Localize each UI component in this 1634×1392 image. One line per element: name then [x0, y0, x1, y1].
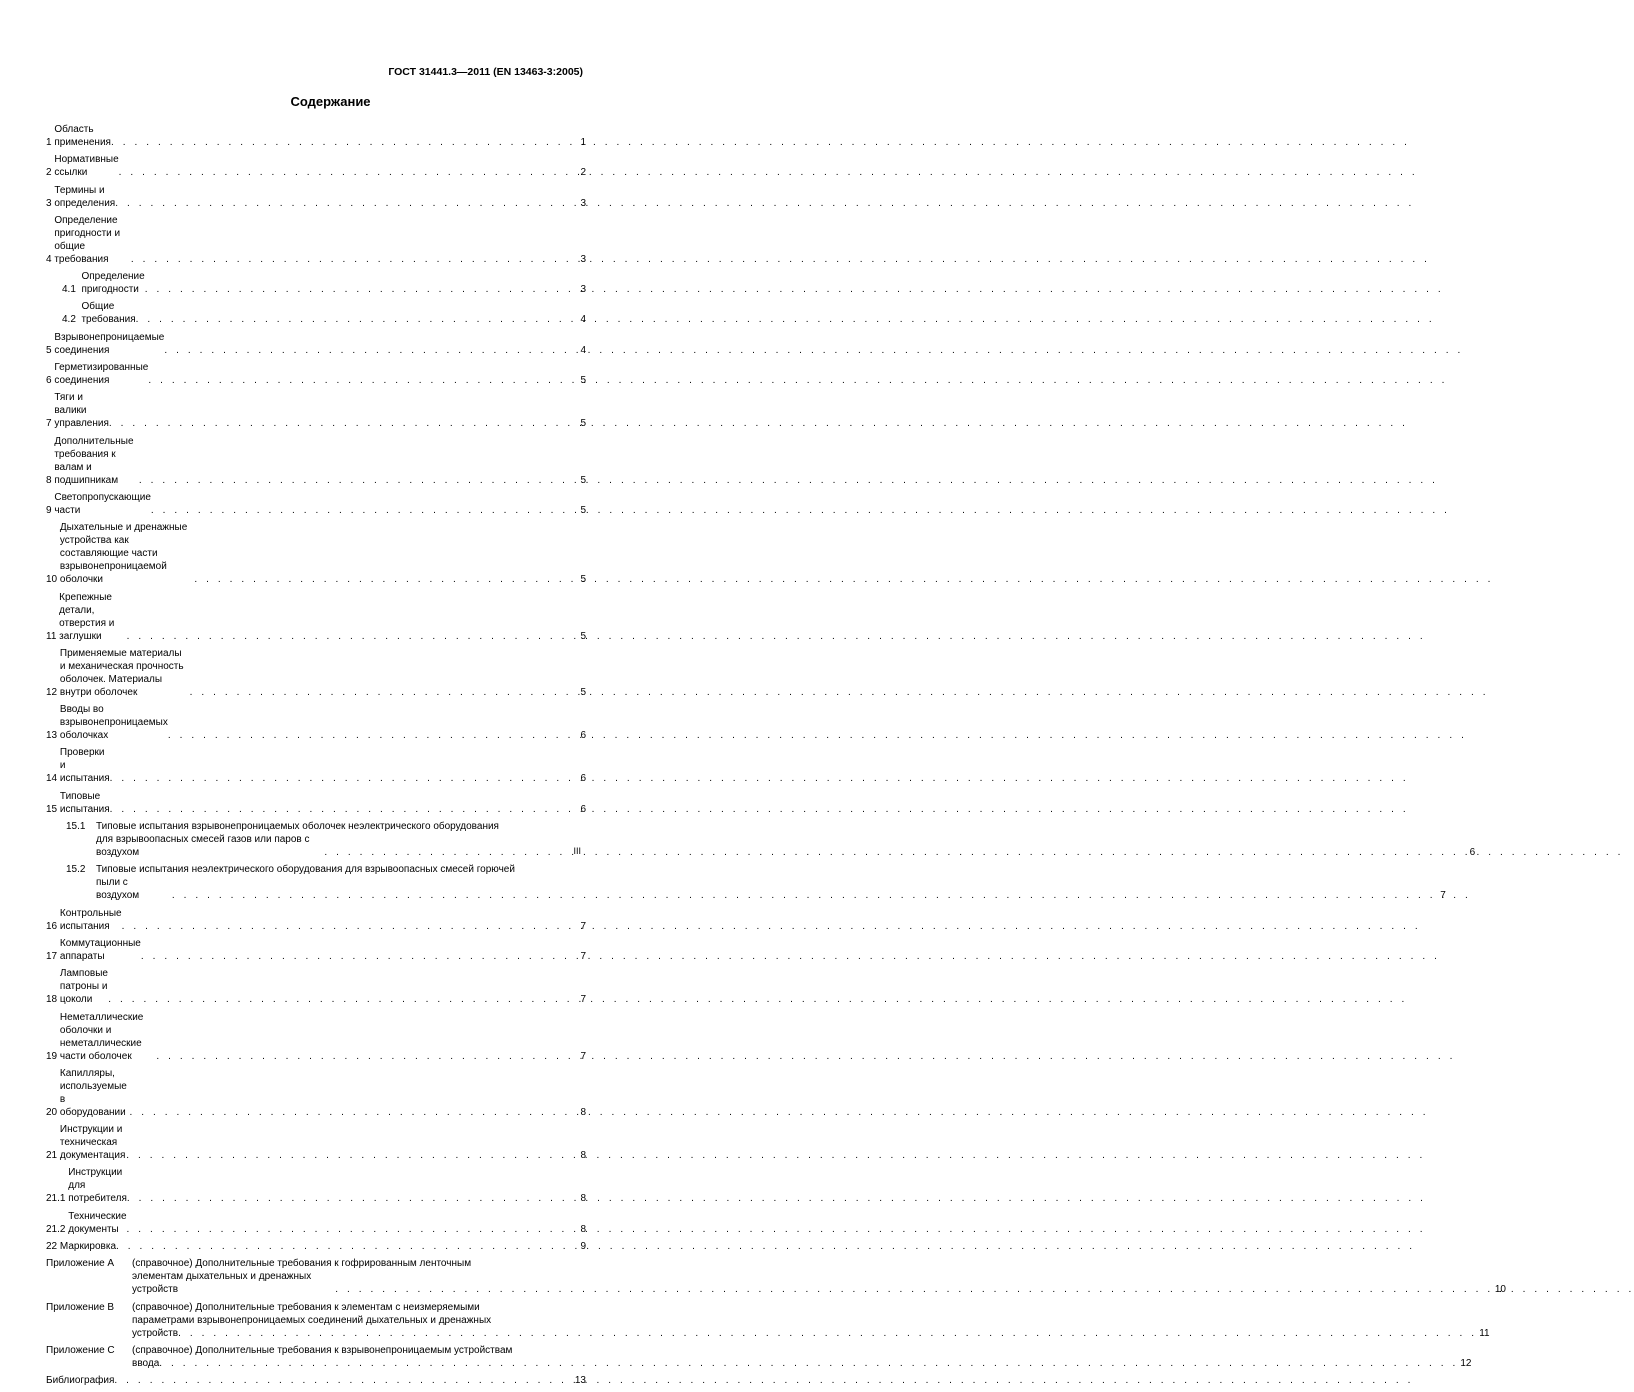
- bibliography-entry[interactable]: Библиография . . . 13: [46, 1374, 586, 1387]
- toc-entry[interactable]: 4.2 Общие требования . . . 4: [46, 300, 586, 326]
- table-of-contents: [46, 123, 1506, 1392]
- toc-entry[interactable]: 17 Коммутационные аппараты . . . 7: [46, 937, 586, 963]
- toc-entry[interactable]: 21 Инструкции и техническая документация . . . 8: [46, 1123, 586, 1162]
- toc-entry[interactable]: 7 Тяги и валики управления . . . 5: [46, 391, 586, 430]
- toc-entry[interactable]: 8 Дополнительные требования к валам и подшипникам . . . 5: [46, 435, 586, 487]
- toc-entry[interactable]: 9 Светопропускающие части . . . 5: [46, 491, 586, 517]
- toc-entry[interactable]: 18 Ламповые патроны и цоколи . . . 7: [46, 967, 586, 1006]
- toc-entry[interactable]: 15 Типовые испытания . . . 6: [46, 790, 586, 816]
- toc-entry[interactable]: 15.2 Типовые испытания неэлектрического оборудования для взрывоопасных смесей горючей пыли с воздухом . . . 7: [46, 863, 586, 902]
- toc-entry[interactable]: 21.1 Инструкции для потребителя . . . 8: [46, 1166, 586, 1205]
- toc-entry[interactable]: 19 Неметаллические оболочки и неметаллические части оболочек . . . 7: [46, 1011, 586, 1063]
- toc-entry[interactable]: 2 Нормативные ссылки . . . 2: [46, 153, 586, 179]
- toc-entry[interactable]: 21.2 Технические документы . . . 8: [46, 1210, 586, 1236]
- toc-entry[interactable]: 14 Проверки и испытания . . . 6: [46, 746, 586, 785]
- document-header: ГОСТ 31441.3—2011 (EN 13463-3:2005): [388, 66, 583, 78]
- toc-entry[interactable]: 15.1 Типовые испытания взрывонепроницаемых оболочек неэлектрического оборудования для взрывоопасных смесей газов или паров с воздухом . . . 6: [46, 820, 586, 859]
- toc-entry[interactable]: 10 Дыхательные и дренажные устройства как составляющие части взрывонепроницаемой оболочки . . . 5: [46, 521, 586, 586]
- appendix-entry[interactable]: Приложение А (справочное) Дополнительные требования к гофрированным ленточным элементам дыхательных и дренажных устройств . . . 10: [46, 1257, 586, 1296]
- toc-entry[interactable]: 16 Контрольные испытания . . . 7: [46, 907, 586, 933]
- toc-entry[interactable]: 4 Определение пригодности и общие требования . . . 3: [46, 214, 586, 266]
- page-number: III: [573, 846, 581, 856]
- toc-entry[interactable]: 13 Вводы во взрывонепроницаемых оболочках . . . 6: [46, 703, 586, 742]
- toc-entry[interactable]: 5 Взрывонепроницаемые соединения . . . 4: [46, 331, 586, 357]
- toc-entry[interactable]: 12 Применяемые материалы и механическая прочность оболочек. Материалы внутри оболочек . . . 5: [46, 647, 586, 699]
- appendix-entry[interactable]: Приложение В (справочное) Дополнительные требования к элементам с неизмеряемыми параметрами взрывонепроницаемых соединений дыхательных и дренажных устройств . . . 11: [46, 1301, 586, 1340]
- toc-entry[interactable]: 4.1 Определение пригодности . . . 3: [46, 270, 586, 296]
- toc-entry[interactable]: 22 Маркировка . . . 9: [46, 1240, 586, 1253]
- toc-entry[interactable]: 11 Крепежные детали, отверстия и заглушки . . . 5: [46, 591, 586, 643]
- toc-entry[interactable]: 20 Капилляры, используемые в оборудовании . . . 8: [46, 1067, 586, 1119]
- toc-entry[interactable]: 3 Термины и определения . . . 3: [46, 184, 586, 210]
- toc-entry[interactable]: 1 Область применения . . . 1: [46, 123, 586, 149]
- page-title: Содержание: [290, 94, 371, 109]
- toc-entry[interactable]: 6 Герметизированные соединения . . . 5: [46, 361, 586, 387]
- appendix-entry[interactable]: Приложение С (справочное) Дополнительные требования к взрывонепроницаемым устройствам ввода . . . 12: [46, 1344, 586, 1370]
